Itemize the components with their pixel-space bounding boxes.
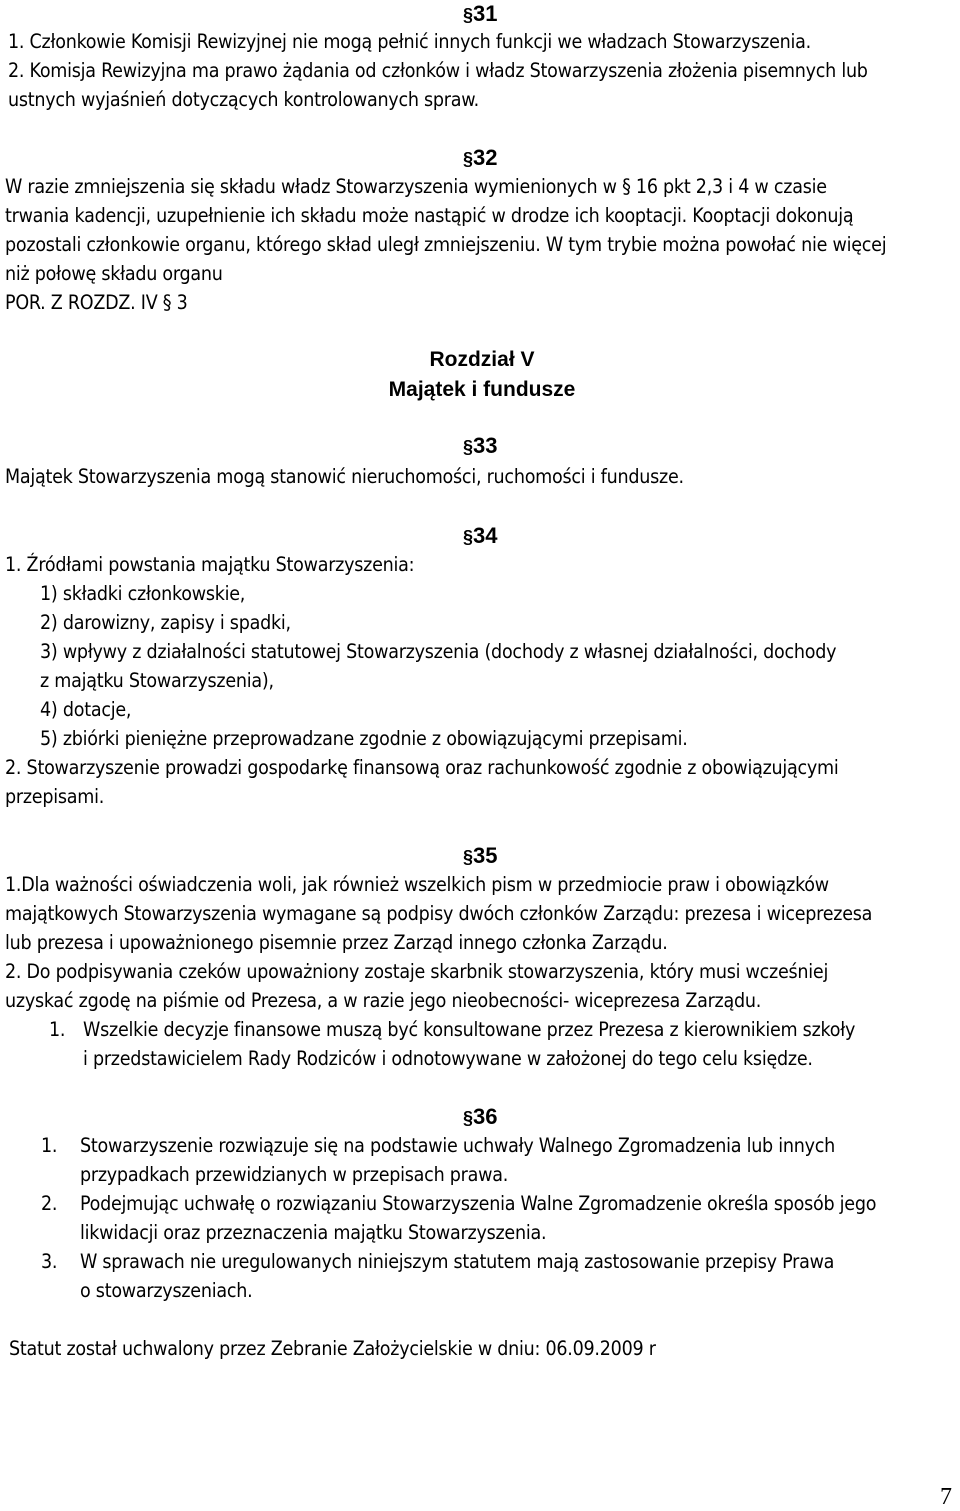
section-35-line: lub prezesa i upoważnionego pisemnie przez Zarząd innego członka Zarządu. [5, 931, 668, 954]
page-number: 7 [940, 1484, 952, 1510]
section-34-subitem: 4) dotacje, [40, 698, 132, 721]
section-32-line: W razie zmniejszenia się składu władz Stowarzyszenia wymienionych w § 16 pkt 2,3 i 4 w czasie [5, 175, 827, 198]
section-36-item-line: likwidacji oraz przeznaczenia majątku Stowarzyszenia. [80, 1221, 547, 1244]
section-number: 32 [473, 145, 498, 170]
paragraph-symbol: § [463, 149, 473, 169]
section-31-item-2-cont: ustnych wyjaśnień dotyczących kontrolowanych spraw. [8, 88, 479, 111]
section-32-line: trwania kadencji, uzupełnienie ich składu może nastąpić w drodze ich kooptacji. Kooptacji dokonują [5, 204, 854, 227]
section-34-line: przepisami. [5, 785, 105, 808]
section-number: 36 [473, 1104, 498, 1129]
chapter-subtitle: Majątek i fundusze [388, 378, 576, 401]
section-36-item-line: Podejmując uchwałę o rozwiązaniu Stowarzyszenia Walne Zgromadzenie określa sposób jego [80, 1192, 877, 1215]
paragraph-symbol: § [463, 1108, 473, 1128]
section-32-reference: POR. Z ROZDZ. IV § 3 [5, 291, 188, 314]
section-34-subitem: 2) darowizny, zapisy i spadki, [40, 611, 291, 634]
section-heading-34 [463, 523, 498, 550]
section-35-line: 1.Dla ważności oświadczenia woli, jak również wszelkich pism w przedmiocie praw i obowiązków [5, 873, 829, 896]
adoption-statement: Statut został uchwalony przez Zebranie Założycielskie w dniu: 06.09.2009 r [9, 1337, 656, 1360]
section-number: 34 [473, 523, 498, 548]
section-heading-32 [463, 145, 498, 172]
section-36-item-number: 2. [41, 1192, 58, 1215]
section-35-line: 2. Do podpisywania czeków upoważniony zostaje skarbnik stowarzyszenia, który musi wcześniej [5, 960, 829, 983]
section-34-subitem: 5) zbiórki pieniężne przeprowadzane zgodnie z obowiązującymi przepisami. [40, 727, 688, 750]
section-36-item-number: 1. [41, 1134, 58, 1157]
section-36-item-number: 3. [41, 1250, 58, 1273]
section-32-line: pozostali członkowie organu, którego skład uległ zmniejszeniu. W tym trybie można powołać nie więcej [5, 233, 887, 256]
paragraph-symbol: § [463, 437, 473, 457]
section-35-line: uzyskać zgodę na piśmie od Prezesa, a w razie jego nieobecności- wiceprezesa Zarządu. [5, 989, 762, 1012]
section-34-line: 1. Źródłami powstania majątku Stowarzyszenia: [5, 553, 415, 576]
section-number: 33 [473, 433, 498, 458]
paragraph-symbol: § [463, 527, 473, 547]
section-number: 31 [473, 1, 498, 26]
section-34-subitem: 1) składki członkowskie, [40, 582, 246, 605]
section-35-line: majątkowych Stowarzyszenia wymagane są podpisy dwóch członków Zarządu: prezesa i wiceprezesa [5, 902, 873, 925]
chapter-title: Rozdział V [429, 348, 535, 371]
section-31-item-2: 2. Komisja Rewizyjna ma prawo żądania od członków i władz Stowarzyszenia złożenia pisemnych lub [8, 59, 868, 82]
section-heading-35 [463, 843, 498, 870]
section-32-line: niż połowę składu organu [5, 262, 223, 285]
section-34-subitem-cont: z majątku Stowarzyszenia), [40, 669, 274, 692]
section-35-item-line: i przedstawicielem Rady Rodziców i odnotowywane w założonej do tego celu księdze. [83, 1047, 813, 1070]
section-36-item-line: o stowarzyszeniach. [80, 1279, 253, 1302]
section-33-text: Majątek Stowarzyszenia mogą stanowić nieruchomości, ruchomości i fundusze. [5, 465, 684, 488]
section-35-item-line: Wszelkie decyzje finansowe muszą być konsultowane przez Prezesa z kierownikiem szkoły [83, 1018, 856, 1041]
section-heading-31 [463, 1, 498, 28]
paragraph-symbol: § [463, 847, 473, 867]
section-31-item-1: 1. Członkowie Komisji Rewizyjnej nie mogą pełnić innych funkcji we władzach Stowarzyszenia. [8, 30, 811, 53]
section-number: 35 [473, 843, 498, 868]
section-heading-36 [463, 1104, 498, 1131]
section-36-item-line: W sprawach nie uregulowanych niniejszym statutem mają zastosowanie przepisy Prawa [80, 1250, 835, 1273]
section-36-item-line: Stowarzyszenie rozwiązuje się na podstawie uchwały Walnego Zgromadzenia lub innych [80, 1134, 836, 1157]
paragraph-symbol: § [463, 5, 473, 25]
section-36-item-line: przypadkach przewidzianych w przepisach prawa. [80, 1163, 509, 1186]
section-35-item-number: 1. [49, 1018, 66, 1041]
section-34-subitem: 3) wpływy z działalności statutowej Stowarzyszenia (dochody z własnej działalności, dochody [40, 640, 837, 663]
section-heading-33 [463, 433, 498, 460]
section-34-line: 2. Stowarzyszenie prowadzi gospodarkę finansową oraz rachunkowość zgodnie z obowiązującymi [5, 756, 839, 779]
